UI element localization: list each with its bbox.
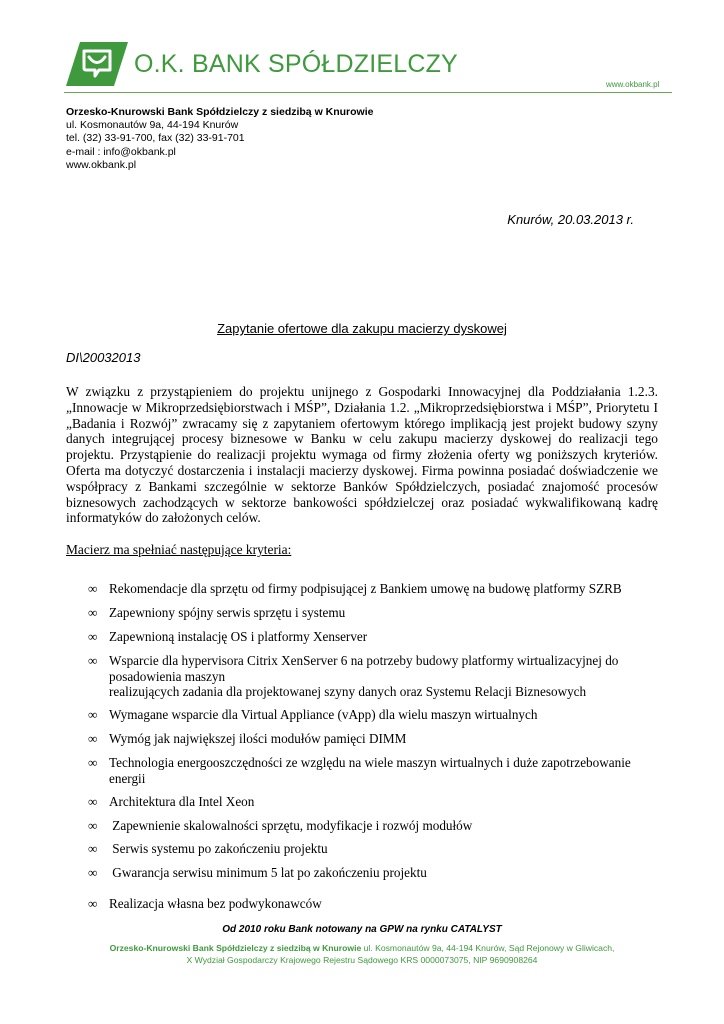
infinity-bullet-icon: ∞ — [88, 865, 98, 880]
criteria-text: energii — [109, 770, 146, 786]
footer-address: ul. Kosmonautów 9a, 44-194 Knurów, Sąd Rejonowy w Gliwicach, — [361, 943, 615, 953]
intro-line: projektu. Przystąpienie do realizacji projektu wymaga od firmy złożenia oferty wg poniższych kryteriów. — [66, 447, 658, 463]
infinity-bullet-icon: ∞ — [88, 731, 98, 746]
criteria-text: Wymóg jak największej ilości modułów pamięci DIMM — [109, 731, 407, 746]
infinity-bullet-icon: ∞ — [88, 755, 98, 770]
footer-catalyst-note: Od 2010 roku Bank notowany na GPW na rynku CATALYST — [222, 924, 502, 935]
infinity-bullet-icon: ∞ — [88, 653, 98, 668]
reference-number: DI\20032013 — [66, 350, 141, 365]
criteria-text: Wymagane wsparcie dla Virtual Appliance (vApp) dla wielu maszyn wirtualnych — [109, 707, 538, 722]
infinity-bullet-icon: ∞ — [88, 581, 98, 596]
infinity-bullet-icon: ∞ — [88, 707, 98, 722]
header-divider — [64, 92, 672, 93]
criteria-text: Wsparcie dla hypervisora Citrix XenServer 6 na potrzeby budowy platformy wirtualizacyjnej do — [109, 653, 619, 668]
intro-line: informatyków do założonych celów. — [66, 510, 261, 526]
intro-line: W związku z przystąpieniem do projektu unijnego z Gospodarki Innowacyjnej dla Poddziałania 1.2.3. — [66, 384, 658, 399]
place-date: Knurów, 20.03.2013 r. — [507, 212, 634, 227]
criteria-text: Realizacja własna bez podwykonawców — [109, 896, 322, 911]
footer-bank-name: Orzesko-Knurowski Bank Spółdzielczy z siedzibą w Knurowie — [109, 943, 362, 953]
infinity-bullet-icon: ∞ — [88, 818, 98, 833]
sender-address: ul. Kosmonautów 9a, 44-194 Knurów — [66, 119, 239, 132]
sender-website[interactable]: www.okbank.pl — [66, 158, 137, 171]
intro-line: biznesowych zachodzących w sektorze bankowości spółdzielczej oraz posiadać wykwalifikowaną kadrę — [66, 494, 658, 510]
intro-line: „Badania i Rozwój” zwracamy się z zapytaniem ofertowym którego implikacją jest projekt budowy szyny — [66, 415, 658, 431]
infinity-bullet-icon: ∞ — [88, 605, 98, 620]
infinity-bullet-icon: ∞ — [88, 896, 98, 911]
criteria-text: Zapewnioną instalację OS i platformy Xenserver — [109, 629, 368, 644]
intro-paragraph — [66, 384, 658, 526]
criteria-text: Zapewnienie skalowalności sprzętu, modyfikacje i rozwój modułów — [109, 818, 473, 833]
criteria-text: realizujących zadania dla projektowanej szyny danych oraz Systemu Relacji Biznesowych — [109, 684, 587, 700]
bank-name-heading: O.K. BANK SPÓŁDZIELCZY — [134, 50, 458, 78]
footer-registration — [0, 942, 724, 966]
sender-phone-fax: tel. (32) 33-91-700, fax (32) 33-91-701 — [66, 132, 245, 145]
header-website-link[interactable]: www.okbank.pl — [606, 80, 660, 89]
intro-line: danych integrującej procesy biznesowe w Banku w celu zakupu macierzy dyskowej do realizacji tego — [66, 431, 658, 447]
infinity-bullet-icon: ∞ — [88, 841, 98, 856]
criteria-text: Zapewniony spójny serwis sprzętu i systemu — [109, 605, 346, 620]
sender-name: Orzesko-Knurowski Bank Spółdzielczy z siedzibą w Knurowie — [66, 106, 374, 118]
intro-line: współpracy z Bankami szczególnie w sektorze Banków Spółdzielczych, posiadać znajomość procesów — [66, 478, 658, 494]
infinity-bullet-icon: ∞ — [88, 794, 98, 809]
bank-logo-icon — [66, 42, 128, 86]
criteria-text: posadowienia maszyn — [109, 668, 226, 684]
criteria-text: Serwis systemu po zakończeniu projektu — [109, 841, 328, 856]
document-subject — [0, 321, 724, 336]
sender-email[interactable]: e-mail : info@okbank.pl — [66, 145, 176, 158]
intro-line: Oferta ma dotyczyć dostarczenia i instalacji macierzy dyskowej. Firma powinna posiadać doświadczenie we — [66, 462, 658, 478]
criteria-text: Gwarancja serwisu minimum 5 lat po zakończeniu projektu — [109, 865, 427, 880]
intro-line: „Innowacje w Mikroprzedsiębiorstwach i MŚP”, Działania 1.2. „Mikroprzedsiębiorstwa i MŚP”, Priorytetu I — [66, 399, 658, 415]
criteria-text: Rekomendacje dla sprzętu od firmy podpisującej z Bankiem umowę na budowę platformy SZRB — [109, 581, 622, 596]
subject-text: Zapytanie ofertowe dla zakupu macierzy dyskowej — [217, 321, 507, 336]
criteria-heading: Macierz ma spełniać następujące kryteria: — [66, 542, 292, 557]
footer-court-registry: X Wydział Gospodarczy Krajowego Rejestru Sądowego KRS 0000073075, NIP 9690908264 — [186, 955, 538, 965]
criteria-text: Architektura dla Intel Xeon — [109, 794, 255, 809]
criteria-text: Technologia energooszczędności ze względu na wiele maszyn wirtualnych i duże zapotrzebowanie — [109, 755, 631, 770]
infinity-bullet-icon: ∞ — [88, 629, 98, 644]
sender-block — [66, 106, 373, 172]
